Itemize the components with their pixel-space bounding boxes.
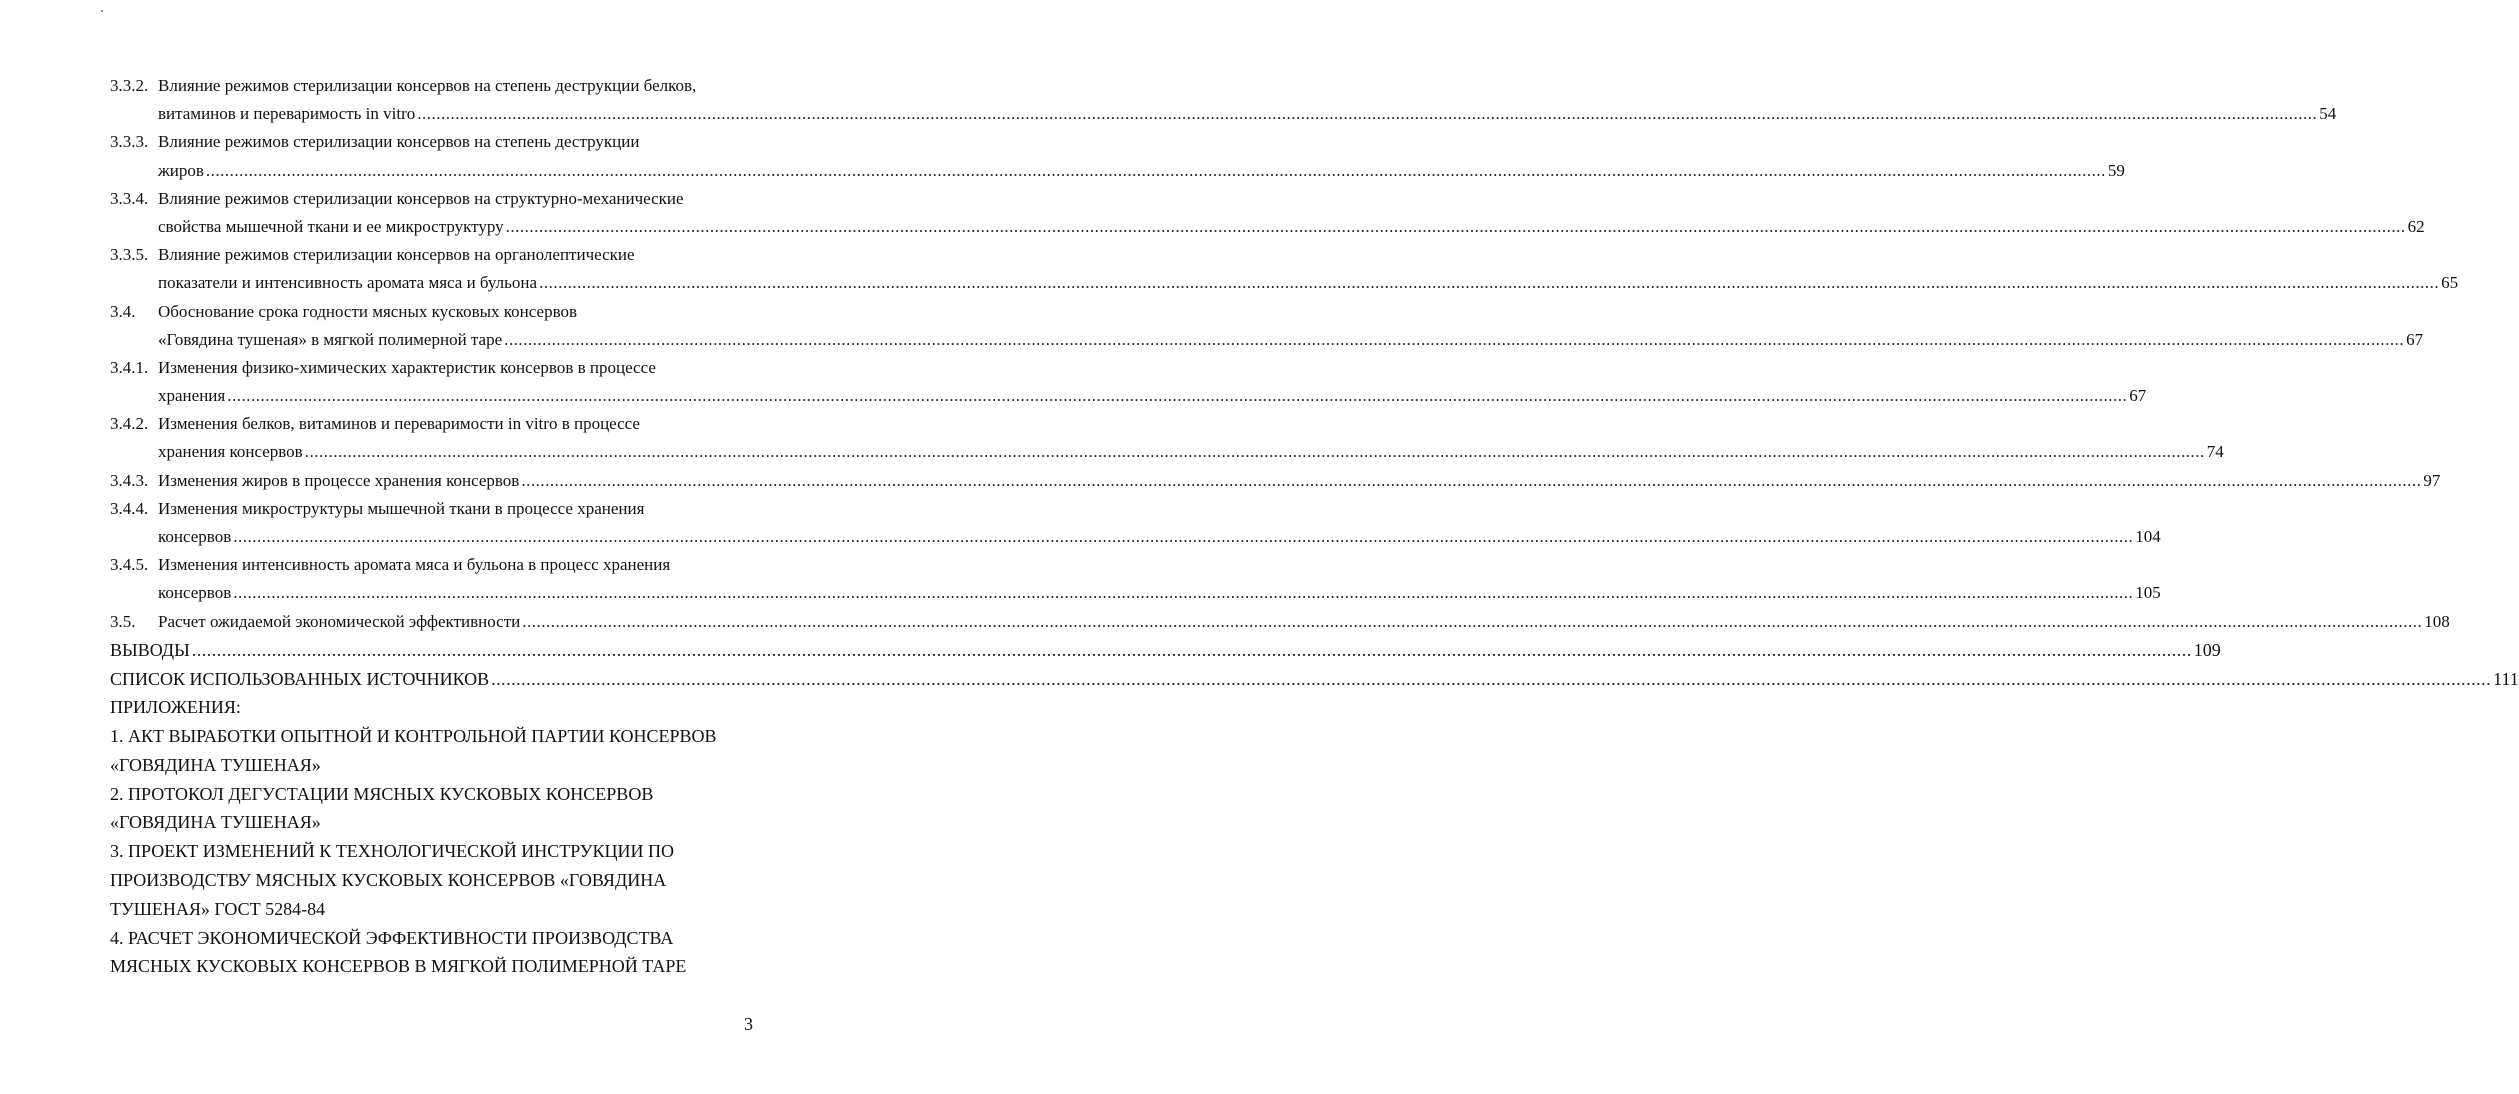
- toc-entry-title-line2: хранения: [158, 386, 226, 406]
- appendix-item: [110, 722, 760, 780]
- toc-entry: [110, 495, 2161, 551]
- toc-entry-page: 108: [2424, 611, 2450, 631]
- appendix-line: ПРОИЗВОДСТВУ МЯСНЫХ КУСКОВЫХ КОНСЕРВОВ «ГОВЯДИНА: [110, 869, 667, 890]
- appendix-line: 2. ПРОТОКОЛ ДЕГУСТАЦИИ МЯСНЫХ КУСКОВЫХ КОНСЕРВОВ: [110, 783, 654, 804]
- appendices-title: ПРИЛОЖЕНИЯ:: [110, 697, 241, 718]
- toc-entry-title-line2: Изменения жиров в процессе хранения консервов: [158, 470, 520, 490]
- toc-entry-page: 67: [2129, 386, 2147, 406]
- toc-entry-page: 54: [2319, 104, 2337, 124]
- toc-entry: [110, 128, 2125, 184]
- appendix-line: «ГОВЯДИНА ТУШЕНАЯ»: [110, 812, 321, 833]
- toc-entry-number: 3.4.: [110, 301, 136, 321]
- dot-leader: ................................................................................................................................................................................................................................................................................................................................................................................................................: [233, 527, 2134, 546]
- toc-entry-title-line2: свойства мышечной ткани и ее микроструктуру: [158, 216, 504, 236]
- toc-entry-title-line2: жиров: [158, 160, 204, 180]
- toc-entry-number: 3.5.: [110, 611, 136, 631]
- toc-entry-page: 74: [2206, 442, 2224, 462]
- toc-entry-title-line1: Влияние режимов стерилизации консервов на степень деструкции белков,: [158, 76, 697, 95]
- table-of-contents: [110, 72, 2519, 722]
- toc-conclusions: [110, 636, 2221, 665]
- toc-entry: [110, 298, 2424, 354]
- dot-leader: ................................................................................................................................................................................................................................................................................................................................................................................................................: [227, 386, 2128, 406]
- toc-entry-page: 67: [2406, 329, 2424, 349]
- toc-entry-number: 3.3.4.: [110, 188, 149, 208]
- dot-leader: ................................................................................................................................................................................................................................................................................................................................................................................................................: [504, 329, 2405, 349]
- dot-leader: ................................................................................................................................................................................................................................................................................................................................................................................................................: [233, 583, 2134, 603]
- toc-entry: [110, 354, 2147, 410]
- toc-entry-page: 104: [2135, 527, 2161, 546]
- toc-entry: [110, 72, 2337, 128]
- toc-entry: [110, 410, 2224, 466]
- appendix-line: МЯСНЫХ КУСКОВЫХ КОНСЕРВОВ В МЯГКОЙ ПОЛИМЕРНОЙ ТАРЕ: [110, 956, 687, 977]
- toc-entry-title-line2: «Говядина тушеная» в мягкой полимерной таре: [158, 329, 503, 349]
- toc-references-label: СПИСОК ИСПОЛЬЗОВАННЫХ ИСТОЧНИКОВ: [110, 668, 490, 689]
- toc-entry-title-line1: Влияние режимов стерилизации консервов на структурно-механические: [158, 188, 684, 208]
- toc-entry-number: 3.3.3.: [110, 132, 149, 152]
- toc-entry-title-line2: витаминов и переваримость in vitro: [158, 104, 416, 124]
- toc-entry: [110, 551, 2161, 607]
- appendix-item: [110, 837, 760, 923]
- appendix-item: [110, 924, 760, 982]
- appendices-list: [110, 722, 760, 981]
- dot-leader: ................................................................................................................................................................................................................................................................................................................................................................................................................: [522, 611, 2423, 631]
- toc-references-page: 111: [2493, 668, 2519, 689]
- dot-leader: ................................................................................................................................................................................................................................................................................................................................................................................................................: [191, 639, 2192, 660]
- toc-entry-number: 3.3.5.: [110, 245, 149, 265]
- toc-conclusions-label: ВЫВОДЫ: [110, 639, 190, 660]
- toc-entry-number: 3.3.2.: [110, 76, 149, 95]
- toc-entry-page: 65: [2441, 273, 2459, 293]
- toc-entry-number: 3.4.1.: [110, 357, 149, 377]
- dot-leader: ................................................................................................................................................................................................................................................................................................................................................................................................................: [521, 470, 2422, 490]
- appendix-line: 4. РАСЧЕТ ЭКОНОМИЧЕСКОЙ ЭФФЕКТИВНОСТИ ПРОИЗВОДСТВА: [110, 927, 674, 948]
- toc-entry-title-line2: консервов: [158, 583, 232, 603]
- scan-mark: [101, 10, 103, 12]
- toc-entry-title-line1: Изменения интенсивность аромата мяса и бульона в процесс хранения: [158, 555, 671, 575]
- dot-leader: ................................................................................................................................................................................................................................................................................................................................................................................................................: [205, 160, 2106, 180]
- toc-entry-page: 97: [2423, 470, 2441, 490]
- toc-entry-number: 3.4.3.: [110, 470, 149, 490]
- toc-entry: [110, 185, 2425, 241]
- toc-entry-title-line2: консервов: [158, 527, 232, 546]
- appendix-line: ТУШЕНАЯ» ГОСТ 5284-84: [110, 898, 326, 919]
- toc-entry-title-line1: Влияние режимов стерилизации консервов на органолептические: [158, 245, 635, 265]
- dot-leader: ................................................................................................................................................................................................................................................................................................................................................................................................................: [505, 216, 2406, 236]
- toc-entry: [110, 467, 2441, 495]
- appendix-line: 1. АКТ ВЫРАБОТКИ ОПЫТНОЙ И КОНТРОЛЬНОЙ ПАРТИИ КОНСЕРВОВ: [110, 726, 717, 746]
- toc-entry: [110, 241, 2459, 297]
- dot-leader: ................................................................................................................................................................................................................................................................................................................................................................................................................: [491, 668, 2492, 689]
- toc-entry-page: 59: [2107, 160, 2125, 180]
- toc-entry-title-line2: Расчет ожидаемой экономической эффективности: [158, 611, 521, 631]
- dot-leader: ................................................................................................................................................................................................................................................................................................................................................................................................................: [417, 104, 2318, 124]
- toc-entry-number: 3.4.2.: [110, 414, 149, 434]
- toc-entry-number: 3.4.4.: [110, 498, 149, 518]
- appendix-item: [110, 780, 760, 838]
- toc-entry: [110, 608, 2450, 636]
- appendix-line: «ГОВЯДИНА ТУШЕНАЯ»: [110, 754, 321, 775]
- dot-leader: ................................................................................................................................................................................................................................................................................................................................................................................................................: [304, 442, 2205, 462]
- appendix-line: 3. ПРОЕКТ ИЗМЕНЕНИЙ К ТЕХНОЛОГИЧЕСКОЙ ИНСТРУКЦИИ ПО: [110, 841, 675, 862]
- toc-entry-number: 3.4.5.: [110, 555, 149, 575]
- toc-entry-title-line1: Изменения микроструктуры мышечной ткани в процессе хранения: [158, 498, 645, 518]
- toc-conclusions-page: 109: [2193, 639, 2221, 660]
- toc-entry-title-line1: Обоснование срока годности мясных кусковых консервов: [158, 301, 578, 321]
- page-number: 3: [744, 1014, 753, 1034]
- toc-entry-title-line2: хранения консервов: [158, 442, 303, 462]
- toc-references: [110, 665, 2519, 694]
- toc-entry-page: 62: [2407, 216, 2425, 236]
- toc-entry-title-line1: Изменения белков, витаминов и переваримости in vitro в процессе: [158, 414, 640, 434]
- toc-entry-title-line1: Влияние режимов стерилизации консервов на степень деструкции: [158, 132, 640, 152]
- dot-leader: ................................................................................................................................................................................................................................................................................................................................................................................................................: [539, 273, 2440, 293]
- toc-entry-title-line1: Изменения физико-химических характеристик консервов в процессе: [158, 357, 656, 377]
- toc-entry-page: 105: [2135, 583, 2161, 603]
- toc-entry-title-line2: показатели и интенсивность аромата мяса и бульона: [158, 273, 538, 293]
